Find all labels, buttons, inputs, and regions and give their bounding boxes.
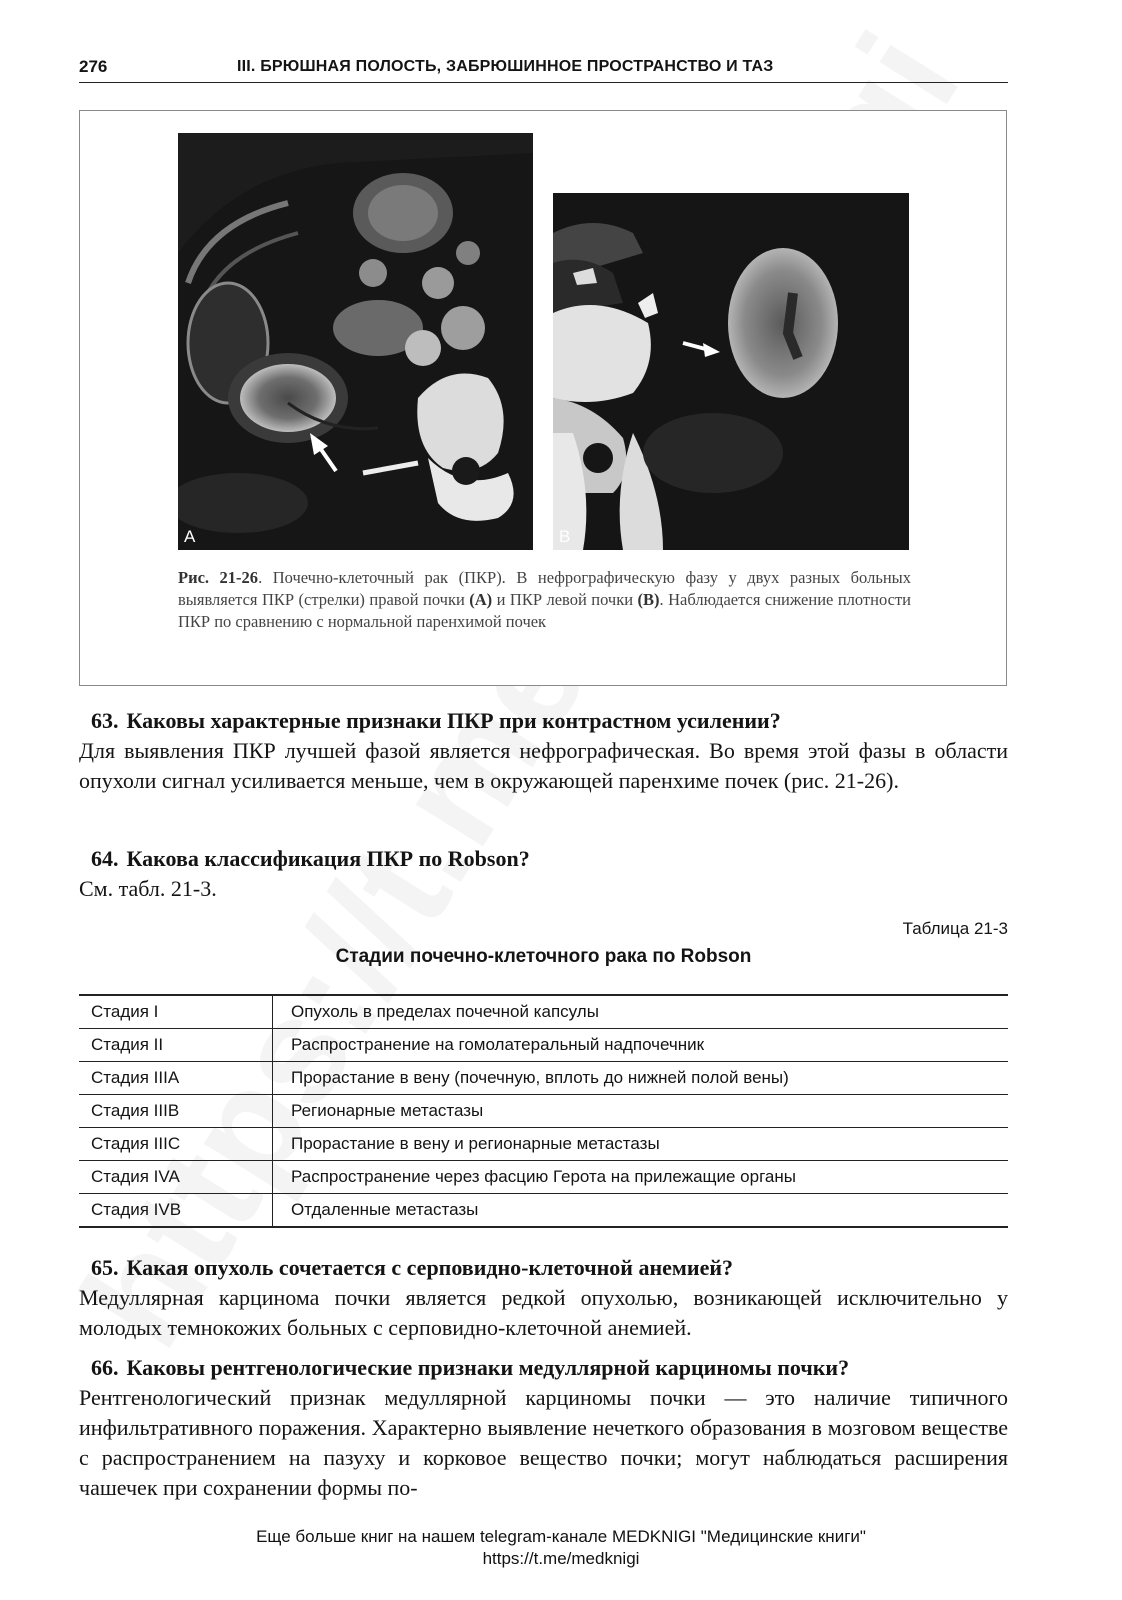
question-number: 66. [91, 1355, 119, 1380]
answer-text: См. табл. 21-3. [79, 876, 217, 901]
robson-stages-table [79, 994, 1008, 1228]
stage-cell: Стадия IVA [79, 1161, 273, 1194]
footer-promo-text: Еще больше книг на нашем telegram-канале MEDKNIGI "Медицинские книги" [256, 1527, 866, 1546]
answer-text: Рентгенологический признак медуллярной карциномы почки — это наличие типичного инфильтративного поражения. Характерно выявление нечеткого образования в мозговом веществе с распространением на пазуху и корковое вещество почки; могут наблюдаться расширения чашечек при сохранении формы по- [79, 1385, 1008, 1500]
question-text: Какова классификация ПКР по Robson? [126, 846, 530, 871]
table-row [79, 1029, 1008, 1062]
figure-21-26 [79, 110, 1007, 686]
table-number: Таблица 21-3 [902, 919, 1008, 938]
table-row [79, 1128, 1008, 1161]
question-text: Каковы характерные признаки ПКР при контрастном усилении? [126, 708, 781, 733]
question-65 [79, 1253, 1008, 1343]
description-cell: Распространение через фасцию Герота на прилежащие органы [273, 1161, 1009, 1194]
ct-scan-image-a [178, 133, 533, 550]
question-number: 63. [91, 708, 119, 733]
caption-text-1: . Почечно-клеточный рак (ПКР). В нефрографическую фазу у двух разных больных выявляется ПКР (стрелки) правой почки [178, 568, 912, 609]
question-title [79, 844, 1008, 874]
caption-text-2: и ПКР левой почки [492, 590, 638, 609]
description-cell: Прорастание в вену (почечную, вплоть до нижней полой вены) [273, 1062, 1009, 1095]
table-row [79, 1161, 1008, 1194]
answer-text: Медуллярная карцинома почки является редкой опухолью, возникающей исключительно у молодых темнокожих больных с серповидно-клеточной анемией. [79, 1285, 1008, 1340]
table-row [79, 1062, 1008, 1095]
answer-text: Для выявления ПКР лучшей фазой является нефрографическая. Во время этой фазы в области опухоли сигнал усиливается меньше, чем в окружающей паренхиме почек (рис. 21-26). [79, 738, 1008, 793]
table-row [79, 995, 1008, 1029]
description-cell: Распространение на гомолатеральный надпочечник [273, 1029, 1009, 1062]
page-header [79, 54, 1008, 83]
question-title [79, 1253, 1008, 1283]
panel-label-a: A [184, 527, 196, 546]
stage-cell: Стадия IIIA [79, 1062, 273, 1095]
question-text: Каковы рентгенологические признаки медуллярной карциномы почки? [126, 1355, 850, 1380]
question-64 [79, 844, 1008, 904]
table-row [79, 1095, 1008, 1128]
question-number: 64. [91, 846, 119, 871]
question-title [79, 706, 1008, 736]
caption-ref-a: (A) [469, 590, 493, 609]
running-title: III. БРЮШНАЯ ПОЛОСТЬ, ЗАБРЮШИННОЕ ПРОСТРАНСТВО И ТАЗ [237, 58, 774, 75]
stage-cell: Стадия IIIB [79, 1095, 273, 1128]
page-number: 276 [79, 57, 108, 76]
footer-link[interactable]: https://t.me/medknigi [482, 1549, 640, 1568]
description-cell: Регионарные метастазы [273, 1095, 1009, 1128]
question-text: Какая опухоль сочетается с серповидно-клеточной анемией? [126, 1255, 734, 1280]
stage-cell: Стадия IVB [79, 1194, 273, 1228]
question-title [79, 1353, 1008, 1383]
description-cell: Опухоль в пределах почечной капсулы [273, 995, 1009, 1029]
caption-text-3: . Наблюдается снижение плотности ПКР по сравнению с нормальной паренхимой почек [178, 590, 911, 631]
question-63 [79, 706, 1008, 796]
stage-cell: Стадия II [79, 1029, 273, 1062]
stage-cell: Стадия I [79, 995, 273, 1029]
caption-figure-ref: Рис. 21-26 [178, 568, 259, 587]
description-cell: Отдаленные метастазы [273, 1194, 1009, 1228]
caption-ref-b: (B) [637, 590, 660, 609]
table-title: Стадии почечно-клеточного рака по Robson [335, 946, 752, 967]
page-footer [0, 1526, 1122, 1570]
figure-caption [178, 567, 911, 633]
panel-label-b: B [559, 527, 571, 546]
question-66 [79, 1353, 1008, 1503]
ct-scan-image-b [553, 193, 909, 550]
question-number: 65. [91, 1255, 119, 1280]
stage-cell: Стадия IIIC [79, 1128, 273, 1161]
table-row [79, 1194, 1008, 1228]
description-cell: Прорастание в вену и регионарные метастазы [273, 1128, 1009, 1161]
